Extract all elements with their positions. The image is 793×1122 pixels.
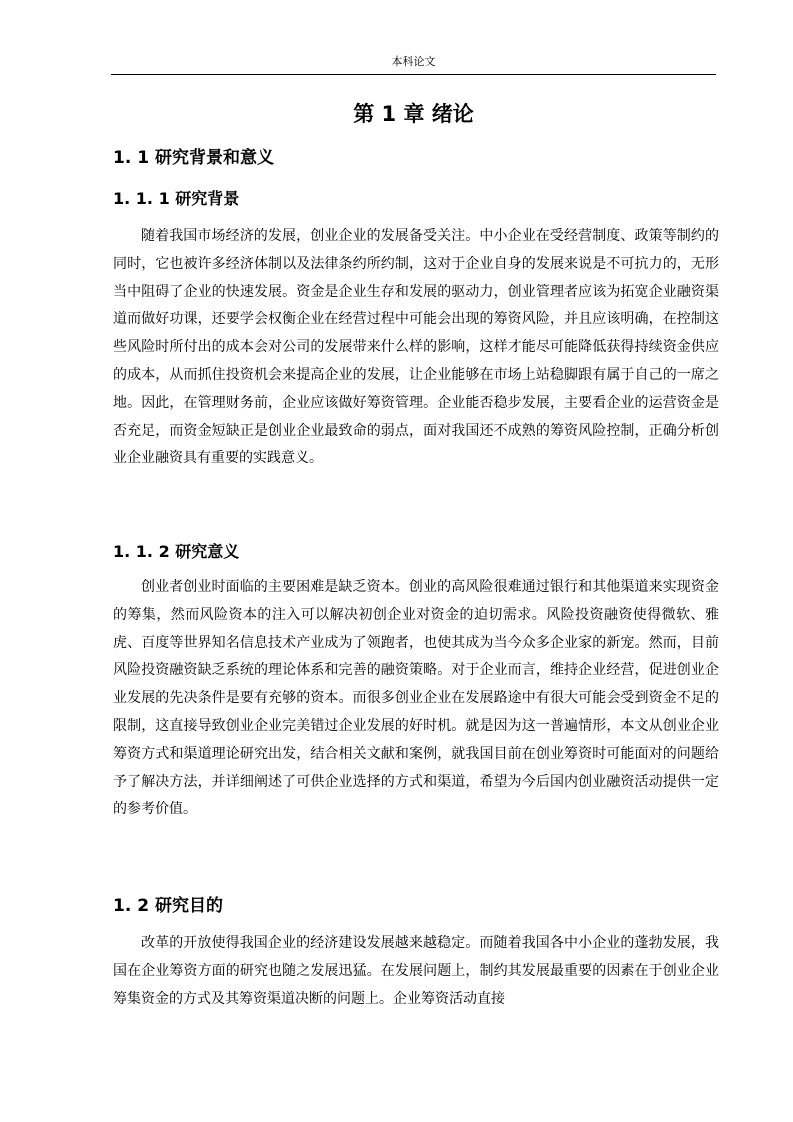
section-heading-1-1-1: 1. 1. 1 研究背景 [113, 189, 240, 208]
section-heading-1-2: 1. 2 研究目的 [113, 896, 223, 916]
paragraph-research-significance: 创业者创业时面临的主要困难是缺乏资本。创业的高风险很难通过银行和其他渠道来实现资金的筹集，然而风险资本的注入可以解决初创企业对资金的迫切需求。风险投资融资使得微软、雅虎、百度等世界知名信息技术产业成为了领跑者，也使其成为当今众多企业家的新宠。然而，目前风险投资融资缺乏系统的理论体系和完善的融资策略。对于企业而言，维持企业经营，促进创业企业发展的先决条件是要有充够的资本。而很多创业企业在发展路途中有很大可能会受到资金不足的限制，这直接导致创业企业完美错过企业发展的好时机。就是因为这一普遍情形，本文从创业企业筹资方式和渠道理论研究出发，结合相关文献和案例，就我国目前在创业筹资时可能面对的问题给予了解决方法，并详细阐述了可供企业选择的方式和渠道，希望为今后国内创业融资活动提供一定的参考价值。 [113, 579, 719, 818]
header-title: 本科论文 [391, 55, 436, 68]
paragraph-research-purpose: 改革的开放使得我国企业的经济建设发展越来越稳定。而随着我国各中小企业的蓬勃发展，我国在企业筹资方面的研究也随之发展迅猛。在发展问题上，制约其发展最重要的因素在于创业企业筹集资金的方式及其筹资渠道决断的问题上。企业筹资活动直接 [113, 935, 719, 1007]
page-header [111, 54, 716, 75]
section-heading-1-1-2: 1. 1. 2 研究意义 [113, 542, 240, 561]
section-heading-1-1: 1. 1 研究背景和意义 [113, 148, 274, 168]
paragraph-research-background: 随着我国市场经济的发展，创业企业的发展备受关注。中小企业在受经营制度、政策等制约的同时，它也被许多经济体制以及法律条约所约制，这对于企业自身的发展来说是不可抗力的，无形当中阻碍了企业的快速发展。资金是企业生存和发展的驱动力，创业管理者应该为拓宽企业融资渠道而做好功课，还要学会权衡企业在经营过程中可能会出现的筹资风险，并且应该明确，在控制这些风险时所付出的成本会对公司的发展带来什么样的影响，这样才能尽可能降低获得持续资金供应的成本，从而抓住投资机会来提高企业的发展，让企业能够在市场上站稳脚跟有属于自己的一席之地。因此，在管理财务前，企业应该做好筹资管理。企业能否稳步发展，主要看企业的运营资金是否充足，而资金短缺正是创业企业最致命的弱点，面对我国还不成熟的筹资风险控制，正确分析创业企业融资具有重要的实践意义。 [113, 228, 719, 467]
chapter-title: 第 1 章 绪论 [353, 102, 474, 126]
